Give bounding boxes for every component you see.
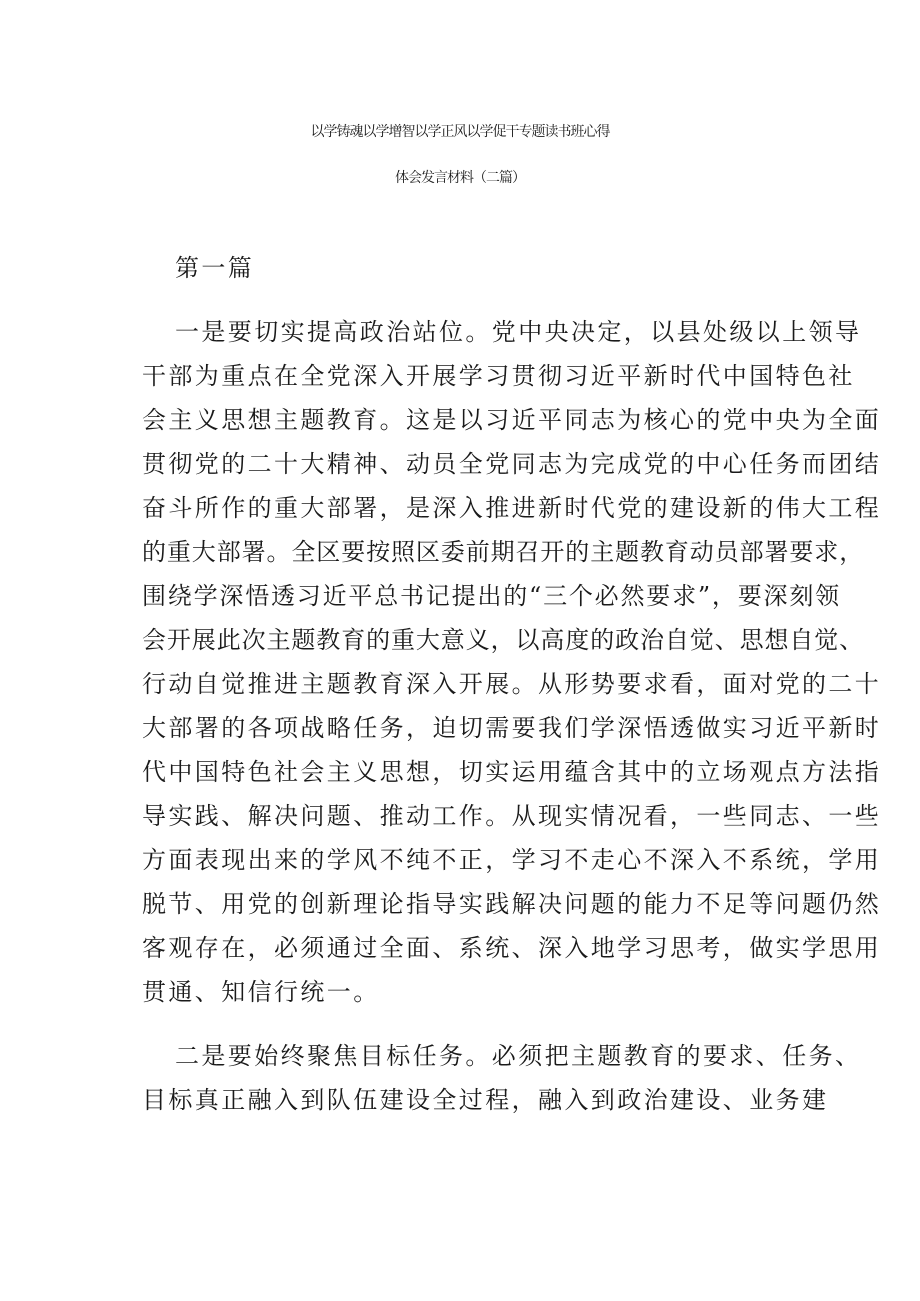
paragraph-line: 大部署的各项战略任务，迫切需要我们学深悟透做实习近平新时 [142, 714, 882, 742]
paragraph-line: 会开展此次主题教育的重大意义，以高度的政治自觉、思想自觉、 [142, 626, 865, 654]
paragraph-line: 客观存在，必须通过全面、系统、深入地学习思考，做实学思用 [142, 934, 882, 962]
section-heading: 第一篇 [175, 254, 255, 282]
paragraph-line: 二是要始终聚焦目标任务。必须把主题教育的要求、任务、 [175, 1042, 862, 1070]
paragraph-line: 脱节、用党的创新理论指导实践解决问题的能力不足等问题仍然 [142, 890, 882, 918]
paragraph-line: 奋斗所作的重大部署，是深入推进新时代党的建设新的伟大工程 [142, 494, 882, 522]
paragraph-line: 围绕学深悟透习近平总书记提出的“三个必然要求”，要深刻领 [142, 582, 841, 610]
paragraph-line: 贯彻党的二十大精神、动员全党同志为完成党的中心任务而团结 [142, 450, 882, 478]
paragraph-line: 方面表现出来的学风不纯不正，学习不走心不深入不系统，学用 [142, 846, 882, 874]
paragraph-line: 一是要切实提高政治站位。党中央决定，以县处级以上领导 [175, 318, 862, 346]
document-title-line-2: 体会发言材料（二篇） [395, 170, 525, 186]
document-title-line-1: 以学铸魂以学增智以学正风以学促干专题读书班心得 [310, 124, 610, 140]
paragraph-line: 会主义思想主题教育。这是以习近平同志为核心的党中央为全面 [142, 406, 882, 434]
paragraph-line: 导实践、解决问题、推动工作。从现实情况看，一些同志、一些 [142, 802, 882, 830]
paragraph-line: 代中国特色社会主义思想，切实运用蕴含其中的立场观点方法指 [142, 758, 882, 786]
paragraph-line: 干部为重点在全党深入开展学习贯彻习近平新时代中国特色社 [142, 362, 855, 390]
paragraph-line: 贯通、知信行统一。 [142, 978, 380, 1006]
paragraph-line: 的重大部署。全区要按照区委前期召开的主题教育动员部署要求， [142, 538, 865, 566]
paragraph-line: 目标真正融入到队伍建设全过程，融入到政治建设、业务建 [142, 1086, 829, 1114]
paragraph-line: 行动自觉推进主题教育深入开展。从形势要求看，面对党的二十 [142, 670, 882, 698]
